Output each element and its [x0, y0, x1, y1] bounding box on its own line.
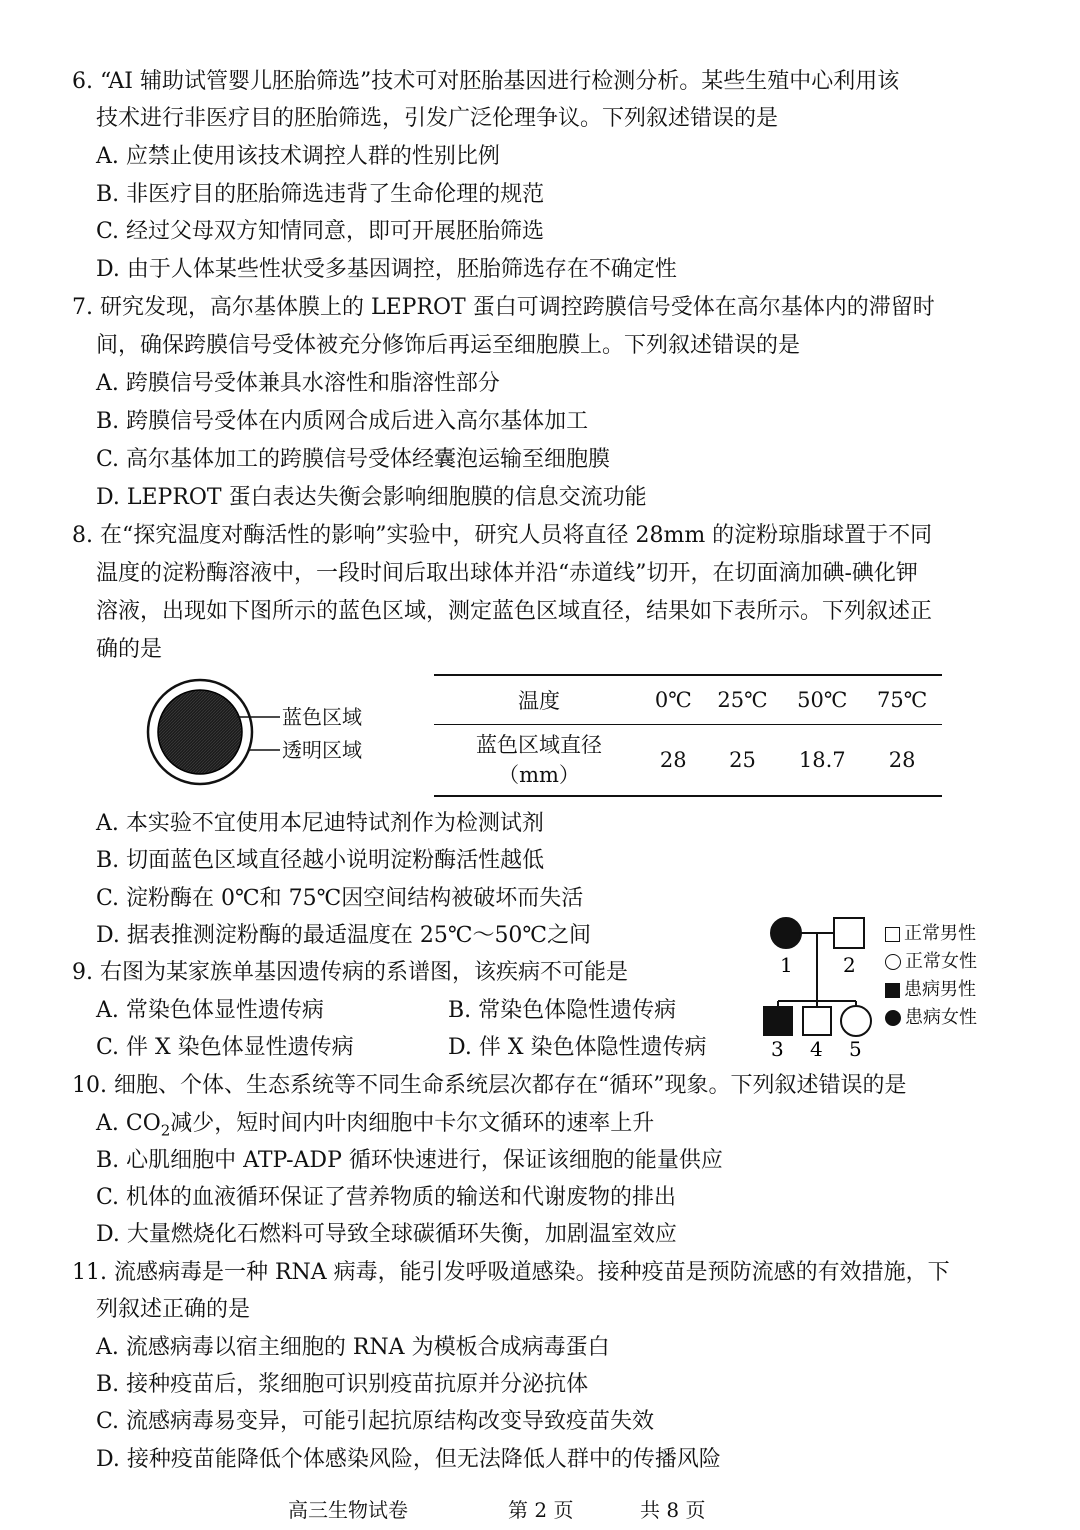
q6-option-b: B. 非医疗目的胚胎筛选违背了生命伦理的规范 [96, 182, 545, 207]
q9-option-b: B. 常染色体隐性遗传病 [448, 998, 677, 1023]
affected-female-symbol [885, 1010, 901, 1026]
pedigree-individual-5 [841, 1006, 871, 1036]
pedigree-label-4: 4 [810, 1037, 823, 1061]
q9-stem: 9. 右图为某家族单基因遗传病的系谱图，该疾病不可能是 [72, 960, 628, 985]
q7-option-b: B. 跨膜信号受体在内质网合成后进入高尔基体加工 [96, 409, 589, 434]
q8-option-c: C. 淀粉酶在 0℃和 75℃因空间结构被破坏而失活 [96, 886, 584, 911]
q6-option-a: A. 应禁止使用该技术调控人群的性别比例 [96, 144, 500, 169]
pedigree-label-2: 2 [843, 953, 856, 977]
table-temp-50: 50℃ [782, 675, 862, 725]
q11-option-a: A. 流感病毒以宿主细胞的 RNA 为模板合成病毒蛋白 [96, 1335, 610, 1360]
q11-stem-line2: 列叙述正确的是 [96, 1297, 251, 1322]
q10-option-d: D. 大量燃烧化石燃料可导致全球碳循环失衡，加剧温室效应 [96, 1222, 677, 1247]
temperature-table [434, 674, 942, 797]
q10-option-c: C. 机体的血液循环保证了营养物质的输送和代谢废物的排出 [96, 1185, 677, 1210]
table-temp-75: 75℃ [862, 675, 942, 725]
blue-region-circle [158, 690, 242, 774]
pedigree-individual-2 [834, 918, 864, 948]
footer-page-number: 第 2 页 [508, 1498, 574, 1522]
agar-sphere-svg [135, 677, 385, 789]
pedigree-svg [760, 913, 890, 1063]
table-row-label [434, 725, 644, 797]
table-value-75: 28 [862, 725, 942, 797]
q7-option-c: C. 高尔基体加工的跨膜信号受体经囊泡运输至细胞膜 [96, 447, 611, 472]
q9-option-c: C. 伴 X 染色体显性遗传病 [96, 1035, 354, 1060]
pedigree-individual-1 [771, 918, 801, 948]
pedigree-individual-4 [803, 1007, 831, 1035]
footer-subject: 高三生物试卷 [288, 1498, 408, 1522]
table-temp-0: 0℃ [644, 675, 703, 725]
q8-stem-line4: 确的是 [96, 637, 163, 662]
legend-item [885, 976, 977, 1004]
table-value-0: 28 [644, 725, 703, 797]
q11-option-b: B. 接种疫苗后，浆细胞可识别疫苗抗原并分泌抗体 [96, 1372, 589, 1397]
table-value-50: 18.7 [782, 725, 862, 797]
normal-female-symbol [885, 954, 901, 970]
fig-label-blue: 蓝色区域 [282, 705, 362, 729]
table-row-label-line2: （mm） [498, 763, 580, 787]
legend-item [885, 1004, 977, 1032]
q9-option-d: D. 伴 X 染色体隐性遗传病 [448, 1035, 707, 1060]
q8-option-a: A. 本实验不宜使用本尼迪特试剂作为检测试剂 [96, 811, 544, 836]
q8-option-b: B. 切面蓝色区域直径越小说明淀粉酶活性越低 [96, 848, 545, 873]
pedigree-label-5: 5 [849, 1037, 862, 1061]
q10-option-b: B. 心肌细胞中 ATP-ADP 循环快速进行，保证该细胞的能量供应 [96, 1148, 723, 1173]
q8-stem-line3: 溶液，出现如下图所示的蓝色区域，测定蓝色区域直径，结果如下表所示。下列叙述正 [96, 599, 933, 624]
q6-stem-line1: 6. “AI 辅助试管婴儿胚胎筛选”技术可对胚胎基因进行检测分析。某些生殖中心利用该 [72, 69, 900, 94]
fig-label-clear: 透明区域 [282, 738, 362, 762]
footer-total-pages: 共 8 页 [640, 1498, 706, 1522]
q7-stem-line2: 间，确保跨膜信号受体被充分修饰后再运至细胞膜上。下列叙述错误的是 [96, 333, 801, 358]
legend-normal-male: 正常男性 [904, 923, 976, 944]
q10-option-a-post: 减少，短时间内叶肉细胞中卡尔文循环的速率上升 [170, 1111, 655, 1136]
q6-stem-line2: 技术进行非医疗目的胚胎筛选，引发广泛伦理争议。下列叙述错误的是 [96, 106, 779, 131]
table-header-row [434, 675, 942, 725]
normal-male-symbol [885, 927, 900, 942]
table-row-label-line1: 蓝色区域直径 [476, 733, 602, 757]
legend-normal-female: 正常女性 [905, 951, 977, 972]
q9-option-a: A. 常染色体显性遗传病 [96, 998, 324, 1023]
table-header-temp: 温度 [434, 675, 644, 725]
q10-stem: 10. 细胞、个体、生态系统等不同生命系统层次都存在“循环”现象。下列叙述错误的是 [72, 1073, 907, 1098]
q7-stem-line1: 7. 研究发现，高尔基体膜上的 LEPROT 蛋白可调控跨膜信号受体在高尔基体内的滞留时 [72, 295, 935, 320]
legend-affected-male: 患病男性 [904, 979, 976, 1000]
table-temp-25: 25℃ [703, 675, 783, 725]
affected-male-symbol [885, 983, 900, 998]
legend-item [885, 920, 977, 948]
q8-option-d: D. 据表推测淀粉酶的最适温度在 25℃～50℃之间 [96, 923, 592, 948]
q10-option-a-sub: 2 [160, 1121, 171, 1140]
q8-stem-line1: 8. 在“探究温度对酶活性的影响”实验中，研究人员将直径 28mm 的淀粉琼脂球置于不同 [72, 523, 933, 548]
q11-option-c: C. 流感病毒易变异，可能引起抗原结构改变导致疫苗失效 [96, 1409, 655, 1434]
table-value-25: 25 [703, 725, 783, 797]
pedigree-individual-3 [764, 1007, 792, 1035]
legend-item [885, 948, 977, 976]
pedigree-label-3: 3 [771, 1037, 784, 1061]
q10-option-a-pre: A. CO [96, 1111, 161, 1136]
q11-stem-line1: 11. 流感病毒是一种 RNA 病毒，能引发呼吸道感染。接种疫苗是预防流感的有效措施，下 [72, 1260, 950, 1285]
q7-option-d: D. LEPROT 蛋白表达失衡会影响细胞膜的信息交流功能 [96, 485, 647, 510]
pedigree-legend [885, 920, 977, 1032]
pedigree-label-1: 1 [780, 953, 793, 977]
q6-option-c: C. 经过父母双方知情同意，即可开展胚胎筛选 [96, 219, 545, 244]
legend-affected-female: 患病女性 [905, 1007, 977, 1028]
agar-sphere-figure [135, 677, 385, 789]
q8-stem-line2: 温度的淀粉酶溶液中，一段时间后取出球体并沿“赤道线”切开，在切面滴加碘-碘化钾 [96, 561, 918, 586]
q11-option-d: D. 接种疫苗能降低个体感染风险，但无法降低人群中的传播风险 [96, 1447, 721, 1472]
q7-option-a: A. 跨膜信号受体兼具水溶性和脂溶性部分 [96, 371, 500, 396]
q6-option-d: D. 由于人体某些性状受多基因调控，胚胎筛选存在不确定性 [96, 257, 677, 282]
q10-option-a [96, 1110, 654, 1144]
table-value-row [434, 725, 942, 797]
